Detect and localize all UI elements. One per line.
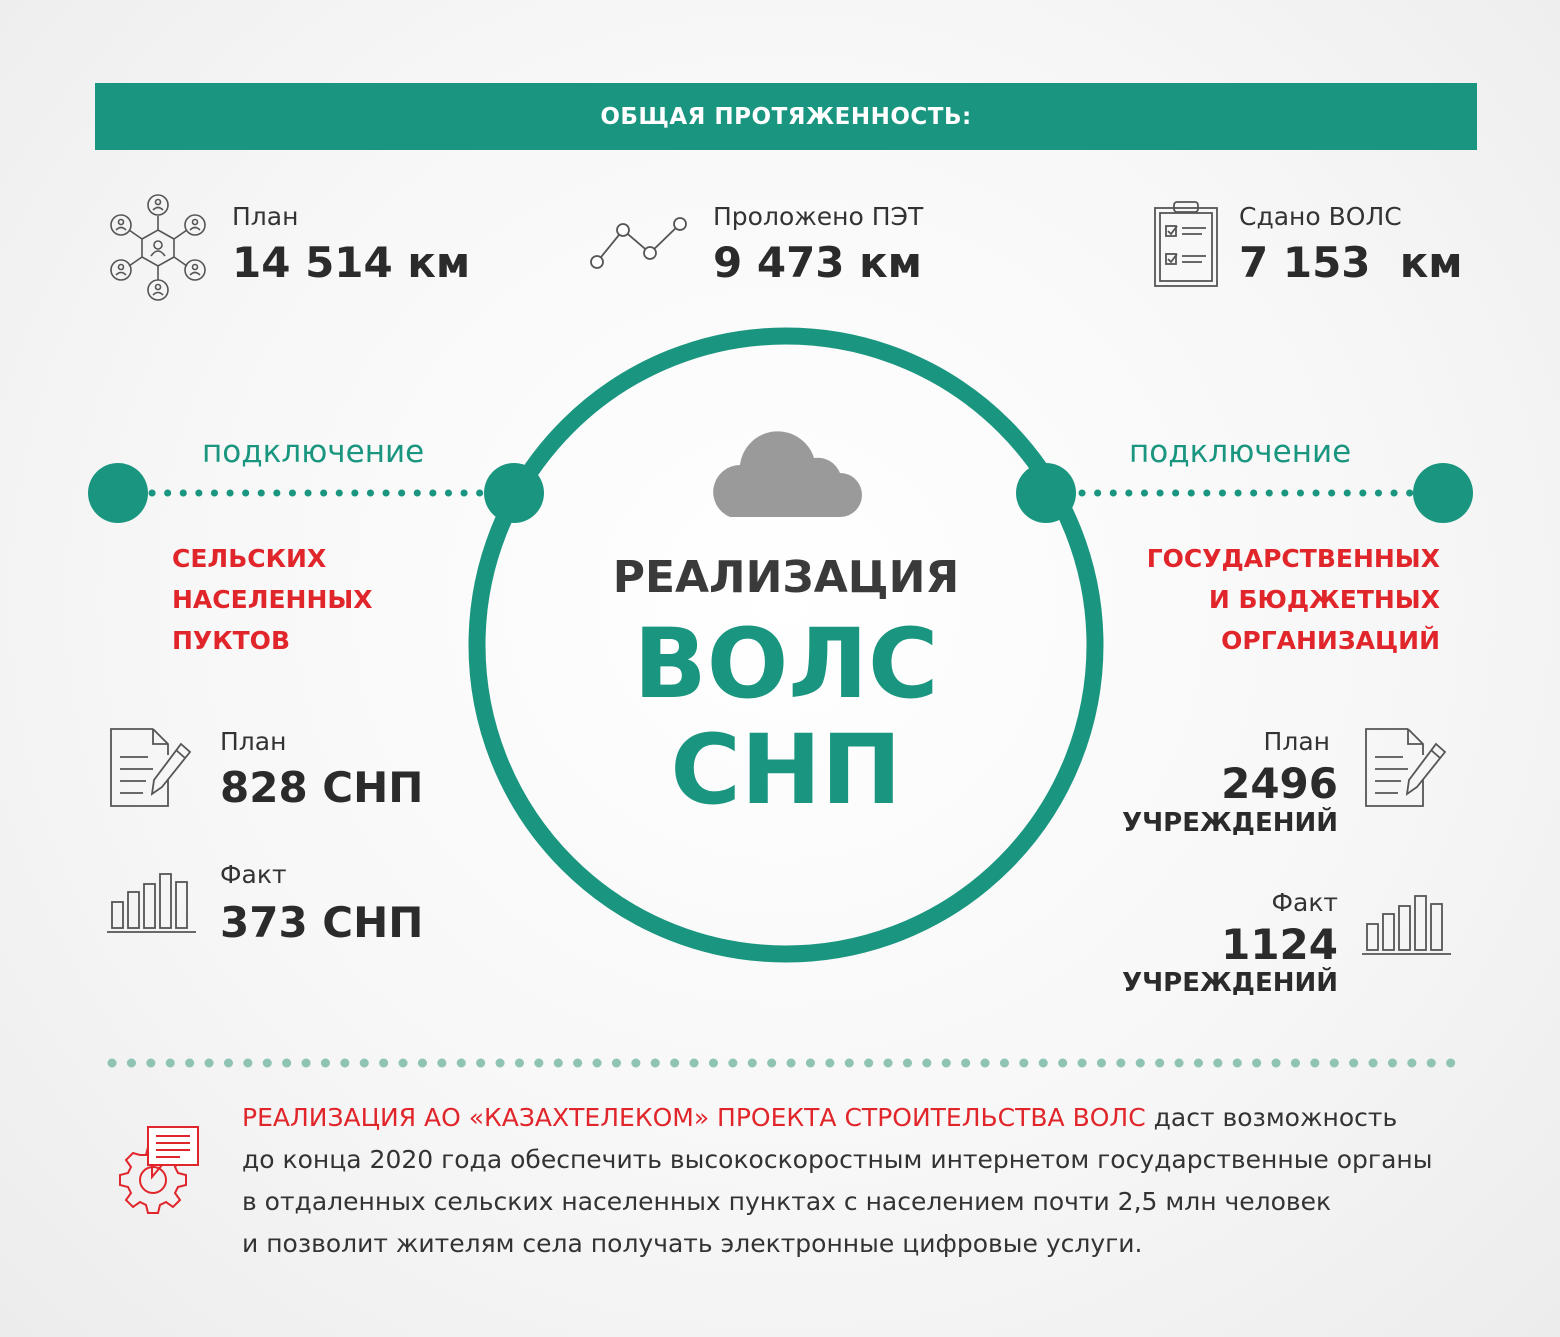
delivered-vols-value: 7 153 км [1239,238,1463,287]
right-category-title [1100,538,1440,661]
left-endpoint-dot [88,463,148,523]
right-connection-label: подключение [1129,434,1352,470]
gear-document-icon [100,1125,205,1233]
center-title-line1: ВОЛС [633,608,939,720]
document-pen-icon [108,727,193,809]
right-endpoint-dot [1413,463,1473,523]
bar-chart-icon [106,870,198,934]
footer-line-2: до конца 2020 года обеспечить высокоскоростным интернетом государственные органы [242,1145,1433,1174]
footer-line-1-rest: даст возможность [1145,1103,1398,1132]
plan-total-label: План [232,202,299,231]
ring-right-dot [1016,463,1076,523]
center-subtitle: РЕАЛИЗАЦИЯ [612,552,960,603]
left-title-line: НАСЕЛЕННЫХ [172,585,373,614]
right-title-line: ОРГАНИЗАЦИЙ [1221,626,1440,655]
left-connection-label: подключение [202,434,425,470]
plan-total-value: 14 514 км [232,238,471,287]
right-plan-value: 2496 [1221,759,1338,808]
cloud-icon [713,431,862,517]
left-title-line: ПУКТОВ [172,626,290,655]
ring-left-dot [484,463,544,523]
footer-highlight: РЕАЛИЗАЦИЯ АО «КАЗАХТЕЛЕКОМ» ПРОЕКТА СТРОИТЕЛЬСТВА ВОЛС [242,1103,1146,1132]
right-fact-unit: УЧРЕЖДЕНИЙ [1122,968,1338,998]
footer-divider [0,1055,1560,1071]
left-fact-value: 373 СНП [220,898,424,947]
right-fact-value: 1124 [1221,920,1338,969]
left-plan-value: 828 СНП [220,763,424,812]
right-title-line: ГОСУДАРСТВЕННЫХ [1146,544,1440,573]
right-plan-unit: УЧРЕЖДЕНИЙ [1122,808,1338,838]
right-title-line: И БЮДЖЕТНЫХ [1208,585,1440,614]
footer-line-4: и позволит жителям села получать электронные цифровые услуги. [242,1229,1143,1258]
right-fact-label: Факт [1271,888,1338,917]
footer-line-1 [242,1097,1432,1139]
footer-paragraph [242,1097,1432,1265]
right-plan-label: План [1263,727,1330,756]
left-category-title [172,538,373,661]
laid-pet-value: 9 473 км [713,238,922,287]
left-plan-label: План [220,727,287,756]
footer-line-3: в отдаленных сельских населенных пунктах с населением почти 2,5 млн человек [242,1187,1332,1216]
header-title: ОБЩАЯ ПРОТЯЖЕННОСТЬ: [600,103,972,130]
laid-pet-label: Проложено ПЭТ [713,202,924,231]
bar-chart-icon [1361,892,1453,956]
center-title-line2: СНП [670,714,902,826]
document-pen-icon [1363,727,1448,809]
left-title-line: СЕЛЬСКИХ [172,544,327,573]
delivered-vols-label: Сдано ВОЛС [1239,202,1402,231]
left-fact-label: Факт [220,860,287,889]
